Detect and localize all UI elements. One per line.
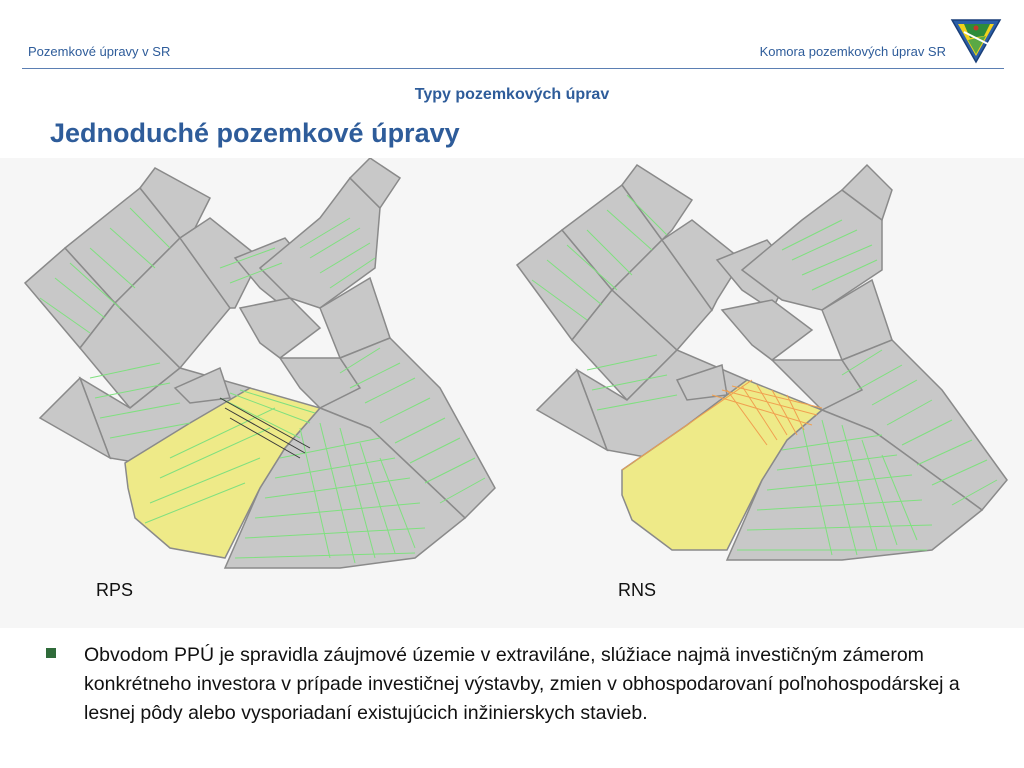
rps-map-label: RPS [96,580,134,600]
rns-gray-parcels [517,165,1007,560]
rns-parcel-map [512,150,1012,580]
chamber-logo-icon [950,14,1002,66]
slide-title: Jednoduché pozemkové úpravy [50,118,460,148]
rps-parcel-map [20,158,500,588]
header-right-text: Komora pozemkových úprav SR [759,44,946,59]
header-divider [22,68,1004,69]
header-left-text: Pozemkové úpravy v SR [28,44,171,59]
bullet-marker [46,648,56,658]
rns-map-label: RNS [618,580,657,600]
rps-gray-parcels [25,158,495,568]
slide-subtitle: Typy pozemkových úprav [414,86,610,103]
bullet-text: Obvodom PPÚ je spravidla záujmové územie v extraviláne, slúžiace najmä investičným zámerom konkrétneho investora v prípade investičnej výstavby, zmien v obhospodarovaní poľnohospodárskej a lesnej pôdy alebo vysporiadaní existujúcich inžinierskych stavieb. [84,644,960,724]
